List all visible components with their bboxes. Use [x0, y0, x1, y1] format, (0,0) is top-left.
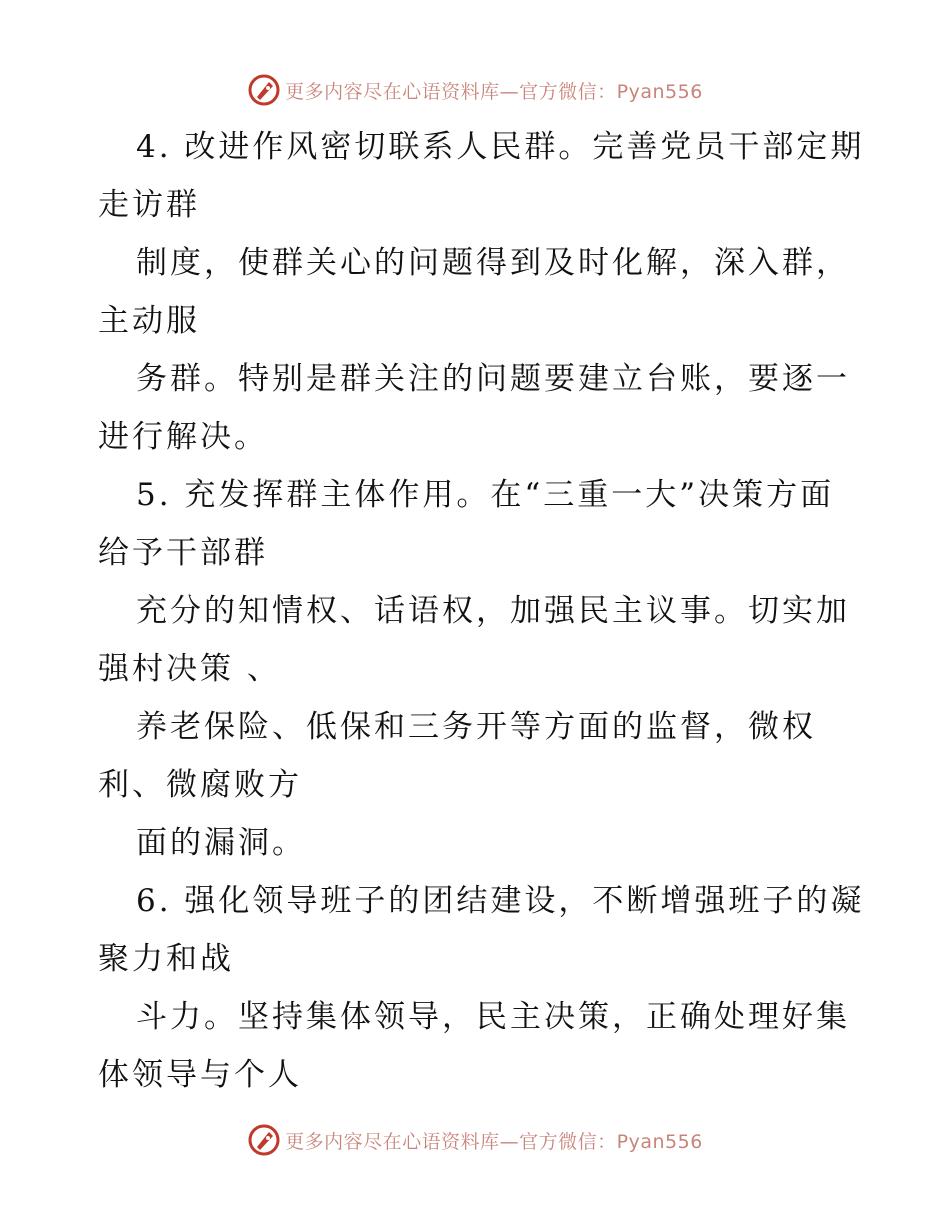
- paragraph-line: 强村决策 、: [98, 651, 281, 687]
- paragraph-line: 面的漏洞。: [136, 825, 306, 861]
- paragraph-line: 聚力和战: [98, 941, 234, 977]
- footer-watermark-text: 更多内容尽在心语资料库—官方微信：Pyan556: [285, 1130, 703, 1153]
- paragraph-line: 养老保险、低保和三务开等方面的监督，微权: [136, 709, 816, 745]
- pen-nib-logo-icon: [247, 73, 281, 107]
- document-body: [98, 118, 865, 1104]
- paragraph-line: 给予干部群: [98, 535, 268, 571]
- paragraph-line: 斗力。坚持集体领导，民主决策，正确处理好集: [136, 999, 850, 1035]
- paragraph-line: 4. 改进作风密切联系人民群。完善党员干部定期: [136, 129, 865, 165]
- paragraph-line: 走访群: [98, 187, 200, 223]
- paragraph-line: 体领导与个人: [98, 1057, 302, 1093]
- paragraph-line: 利、微腐败方: [98, 767, 302, 803]
- paragraph-line: 5. 充发挥群主体作用。在“三重一大”决策方面: [136, 477, 835, 513]
- pen-nib-logo-icon: [247, 1123, 281, 1157]
- paragraph-line: 主动服: [98, 303, 200, 339]
- paragraph-line: 务群。特别是群关注的问题要建立台账，要逐一: [136, 361, 850, 397]
- paragraph-line: 进行解决。: [98, 419, 268, 455]
- paragraph-line: 制度，使群关心的问题得到及时化解，深入群，: [136, 245, 850, 281]
- paragraph-line: 6. 强化领导班子的团结建设，不断增强班子的凝: [136, 883, 865, 919]
- paragraph-line: 充分的知情权、话语权，加强民主议事。切实加: [136, 593, 850, 629]
- header-watermark-text: 更多内容尽在心语资料库—官方微信：Pyan556: [285, 80, 703, 103]
- header-watermark: [0, 70, 950, 110]
- footer-watermark: [0, 1120, 950, 1160]
